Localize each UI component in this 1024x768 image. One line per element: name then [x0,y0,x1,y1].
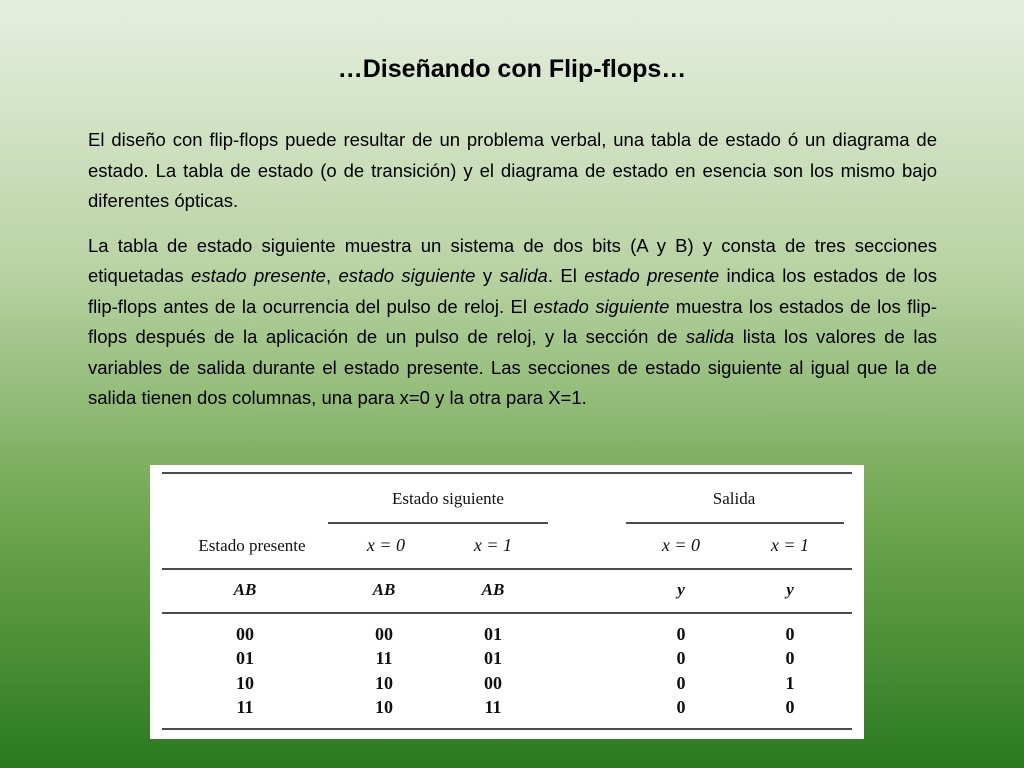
group-header-next-state: Estado siguiente [392,489,504,508]
p2-text-7: lista los valores de las variables de salida durante el estado presente. Las secciones de estado siguiente al igual que la de salida tienen dos columnas, una para x=0 y la otra para X=1. [88,326,937,408]
table-cell: 10 [375,697,393,717]
state-table [150,465,864,739]
units-present-ab: AB [233,580,257,599]
p2-text-1: La tabla de estado siguiente muestra un sistema de dos bits (A y B) y consta de tres secciones etiquetadas [88,234,937,286]
table-cell: 0 [676,673,686,693]
table-cell: 01 [236,648,254,668]
table-cell: 11 [236,697,254,717]
units-next-x0-ab: AB [372,580,396,599]
units-next-x1-ab: AB [481,580,505,599]
table-cell: 0 [676,697,686,717]
table-cell: 00 [484,673,502,693]
units-out-x1-y: y [786,580,794,599]
table-cell: 01 [484,624,502,644]
table-cell: 0 [785,697,795,717]
p2-text-3: y [475,265,500,286]
table-cell: 1 [785,673,795,693]
p2-text-2: , [325,265,339,286]
col-header-out-x0: x = 0 [661,535,701,555]
table-cell: 10 [375,673,393,693]
table-cell: 0 [785,648,795,668]
table-cell: 11 [484,697,502,717]
p2-text-6: muestra los estados de los flip-flops después de la aplicación de un pulso de reloj, y la sección de [88,295,937,347]
table-cell: 10 [236,673,254,693]
units-out-x0-y: y [677,580,685,599]
p2-text-5: indica los estados de los flip-flops antes de la ocurrencia del pulso de reloj. El [88,265,937,317]
col-header-present-state: Estado presente [198,536,306,555]
p2-italic-estado-siguiente: estado siguiente [338,265,476,286]
p2-italic-estado-siguiente-2: estado siguiente [533,295,670,317]
table-cell: 0 [676,624,686,644]
table-cell: 0 [785,624,795,644]
paragraph-1: El diseño con flip-flops puede resultar de un problema verbal, una tabla de estado ó un diagrama de estado. La tabla de estado (o de transición) y el diagrama de estado en esencia son los mismo bajo diferentes ópticas. [88,129,937,211]
table-cell: 0 [676,648,686,668]
table-cell: 01 [484,648,502,668]
table-cell: 00 [375,624,393,644]
paragraph-2 [88,231,937,414]
p2-italic-salida: salida [499,265,548,286]
state-table-image [150,465,864,739]
col-header-next-x0: x = 0 [366,535,406,555]
table-cell: 00 [236,624,254,644]
col-header-out-x1: x = 1 [770,535,810,555]
p2-italic-estado-presente-2: estado presente [584,265,720,286]
table-cell: 11 [375,648,393,668]
group-header-output: Salida [712,489,756,508]
p2-italic-estado-presente: estado presente [191,265,326,286]
slide-title: …Diseñando con Flip-flops… [337,55,687,83]
p2-italic-salida-2: salida [685,326,735,347]
p2-text-4: . El [547,265,585,286]
body-text [88,125,937,428]
col-header-next-x1: x = 1 [473,535,513,555]
